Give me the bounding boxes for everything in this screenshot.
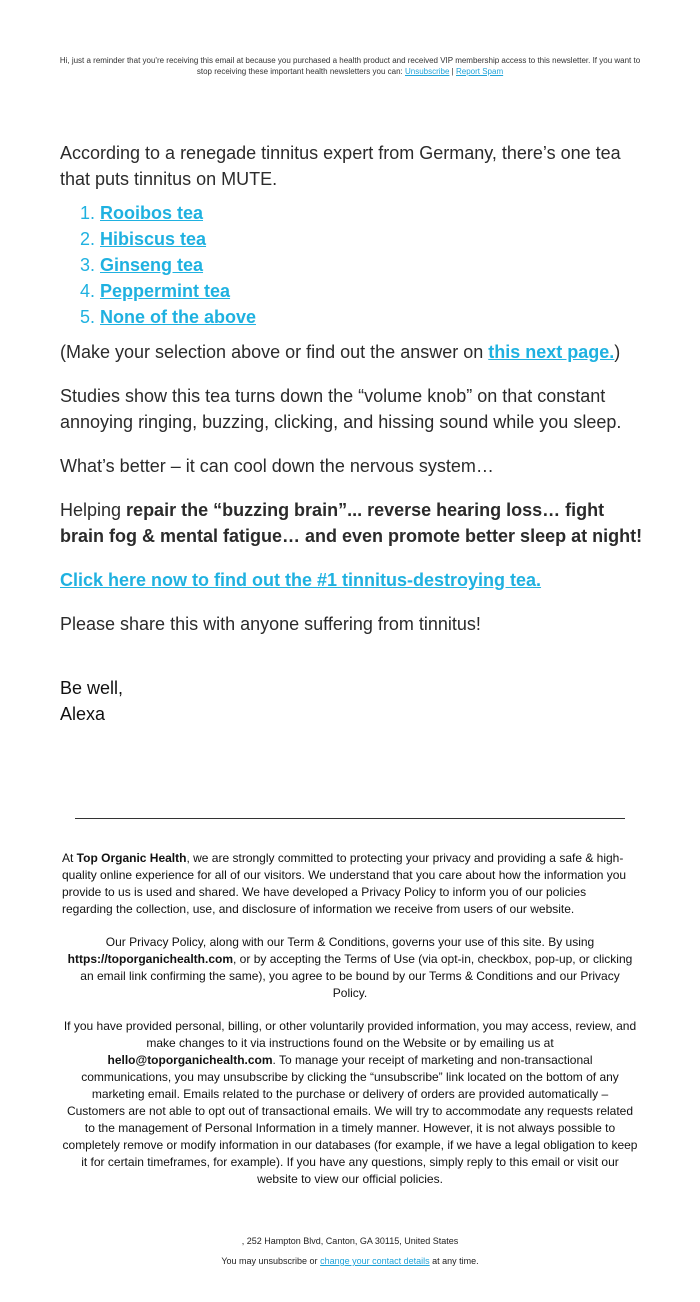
change-contact-details-link[interactable]: change your contact details: [320, 1256, 430, 1266]
contact-email: hello@toporganichealth.com: [107, 1053, 273, 1067]
option-rooibos-link[interactable]: Rooibos tea: [100, 203, 204, 223]
p3-suffix: . To manage your receipt of marketing and non-transactional communications, you may unsubscribe by clicking the “unsubscribe” link located on the bottom of any marketing email. Emails related to the purchase or delivery of orders are provided automatically – Customers are not able to opt out of transactional emails. We will try to accommodate any requests related to the management of Personal Information in a timely manner. However, it is not always possible to completely remove or modify information in our databases (for example, if we have a legal obligation to keep it for certain timeframes, for example). If you have any questions, simply reply to this email or visit our website to view our official policies.: [62, 1053, 638, 1186]
cta-paragraph: [60, 567, 650, 593]
p3-prefix: If you have provided personal, billing, or other voluntarily provided information, you may access, review, and make changes to it via instructions found on the Website or by emailing us at: [63, 1019, 637, 1050]
selection-paragraph: [60, 339, 650, 365]
personal-info-paragraph: [62, 1018, 638, 1188]
preheader-separator: |: [449, 67, 456, 76]
signoff-greeting: Be well,: [60, 678, 124, 698]
list-item: [100, 278, 650, 304]
intro-paragraph: According to a renegade tinnitus expert from Germany, there’s one tea that puts tinnitus on MUTE.: [60, 143, 621, 189]
privacy-policy-paragraph: [62, 934, 638, 1002]
signoff: [60, 675, 650, 727]
studies-paragraph: Studies show this tea turns down the “volume knob” on that constant annoying ringing, buzzing, clicking, and hissing sound while you sleep.: [60, 386, 622, 432]
p2-suffix: , or by accepting the Terms of Use (via opt-in, checkbox, pop-up, or clicking an email link confirming the same), you agree to be bound by our Terms & Conditions and our Privacy Policy.: [80, 952, 633, 1000]
p1-prefix: At: [62, 851, 77, 865]
preheader-text: Hi, just a reminder that you're receiving this email at because you purchased a health product and received VIP membership access to this newsletter. If you want to stop receiving these important health newsletters you can:: [59, 56, 641, 76]
unsubscribe-link[interactable]: Unsubscribe: [404, 67, 450, 76]
option-peppermint-link[interactable]: Peppermint tea: [100, 281, 231, 301]
list-item: [100, 304, 650, 330]
share-paragraph: Please share this with anyone suffering from tinnitus!: [60, 614, 481, 634]
list-item: [100, 252, 650, 278]
report-spam-link[interactable]: Report Spam: [455, 67, 504, 76]
selection-prefix: (Make your selection above or find out the answer on: [60, 342, 489, 362]
tea-options-list: [60, 200, 650, 330]
preheader-notice: [55, 55, 645, 77]
unsub-suffix: at any time.: [429, 1256, 479, 1266]
helping-prefix: Helping: [60, 500, 127, 520]
postal-address: , 252 Hampton Blvd, Canton, GA 30115, United States: [241, 1236, 459, 1246]
privacy-commitment-paragraph: [62, 850, 638, 918]
signoff-name: Alexa: [60, 704, 106, 724]
whats-better-paragraph: What’s better – it can cool down the nervous system…: [60, 456, 494, 476]
list-item: [100, 226, 650, 252]
helping-benefits: repair the “buzzing brain”... reverse hearing loss… fight brain fog & mental fatigue… and even promote better sleep at night!: [60, 500, 643, 546]
unsubscribe-line: [50, 1255, 650, 1267]
p2-prefix: Our Privacy Policy, along with our Term & Conditions, governs your use of this site. By using: [105, 935, 595, 949]
email-body: [60, 140, 650, 727]
next-page-link[interactable]: this next page.: [488, 342, 615, 362]
selection-suffix: ): [614, 342, 621, 362]
cta-link[interactable]: Click here now to find out the #1 tinnitus-destroying tea.: [60, 570, 542, 590]
website-url: https://toporganichealth.com: [67, 952, 234, 966]
option-ginseng-link[interactable]: Ginseng tea: [100, 255, 204, 275]
option-hibiscus-link[interactable]: Hibiscus tea: [100, 229, 207, 249]
footer-divider: [75, 818, 625, 819]
p1-suffix: , we are strongly committed to protecting your privacy and providing a safe & high-quality online experience for all of our visitors. We understand that you care about how the information you provide to us is used and shared. We have developed a Privacy Policy to inform you of our policies regarding the collection, use, and disclosure of information we receive from users of our website.: [62, 851, 627, 916]
footer-policies: [62, 850, 638, 1204]
helping-paragraph: [60, 497, 650, 549]
unsub-prefix: You may unsubscribe or: [221, 1256, 321, 1266]
option-none-link[interactable]: None of the above: [100, 307, 257, 327]
company-name: Top Organic Health: [76, 851, 187, 865]
list-item: [100, 200, 650, 226]
